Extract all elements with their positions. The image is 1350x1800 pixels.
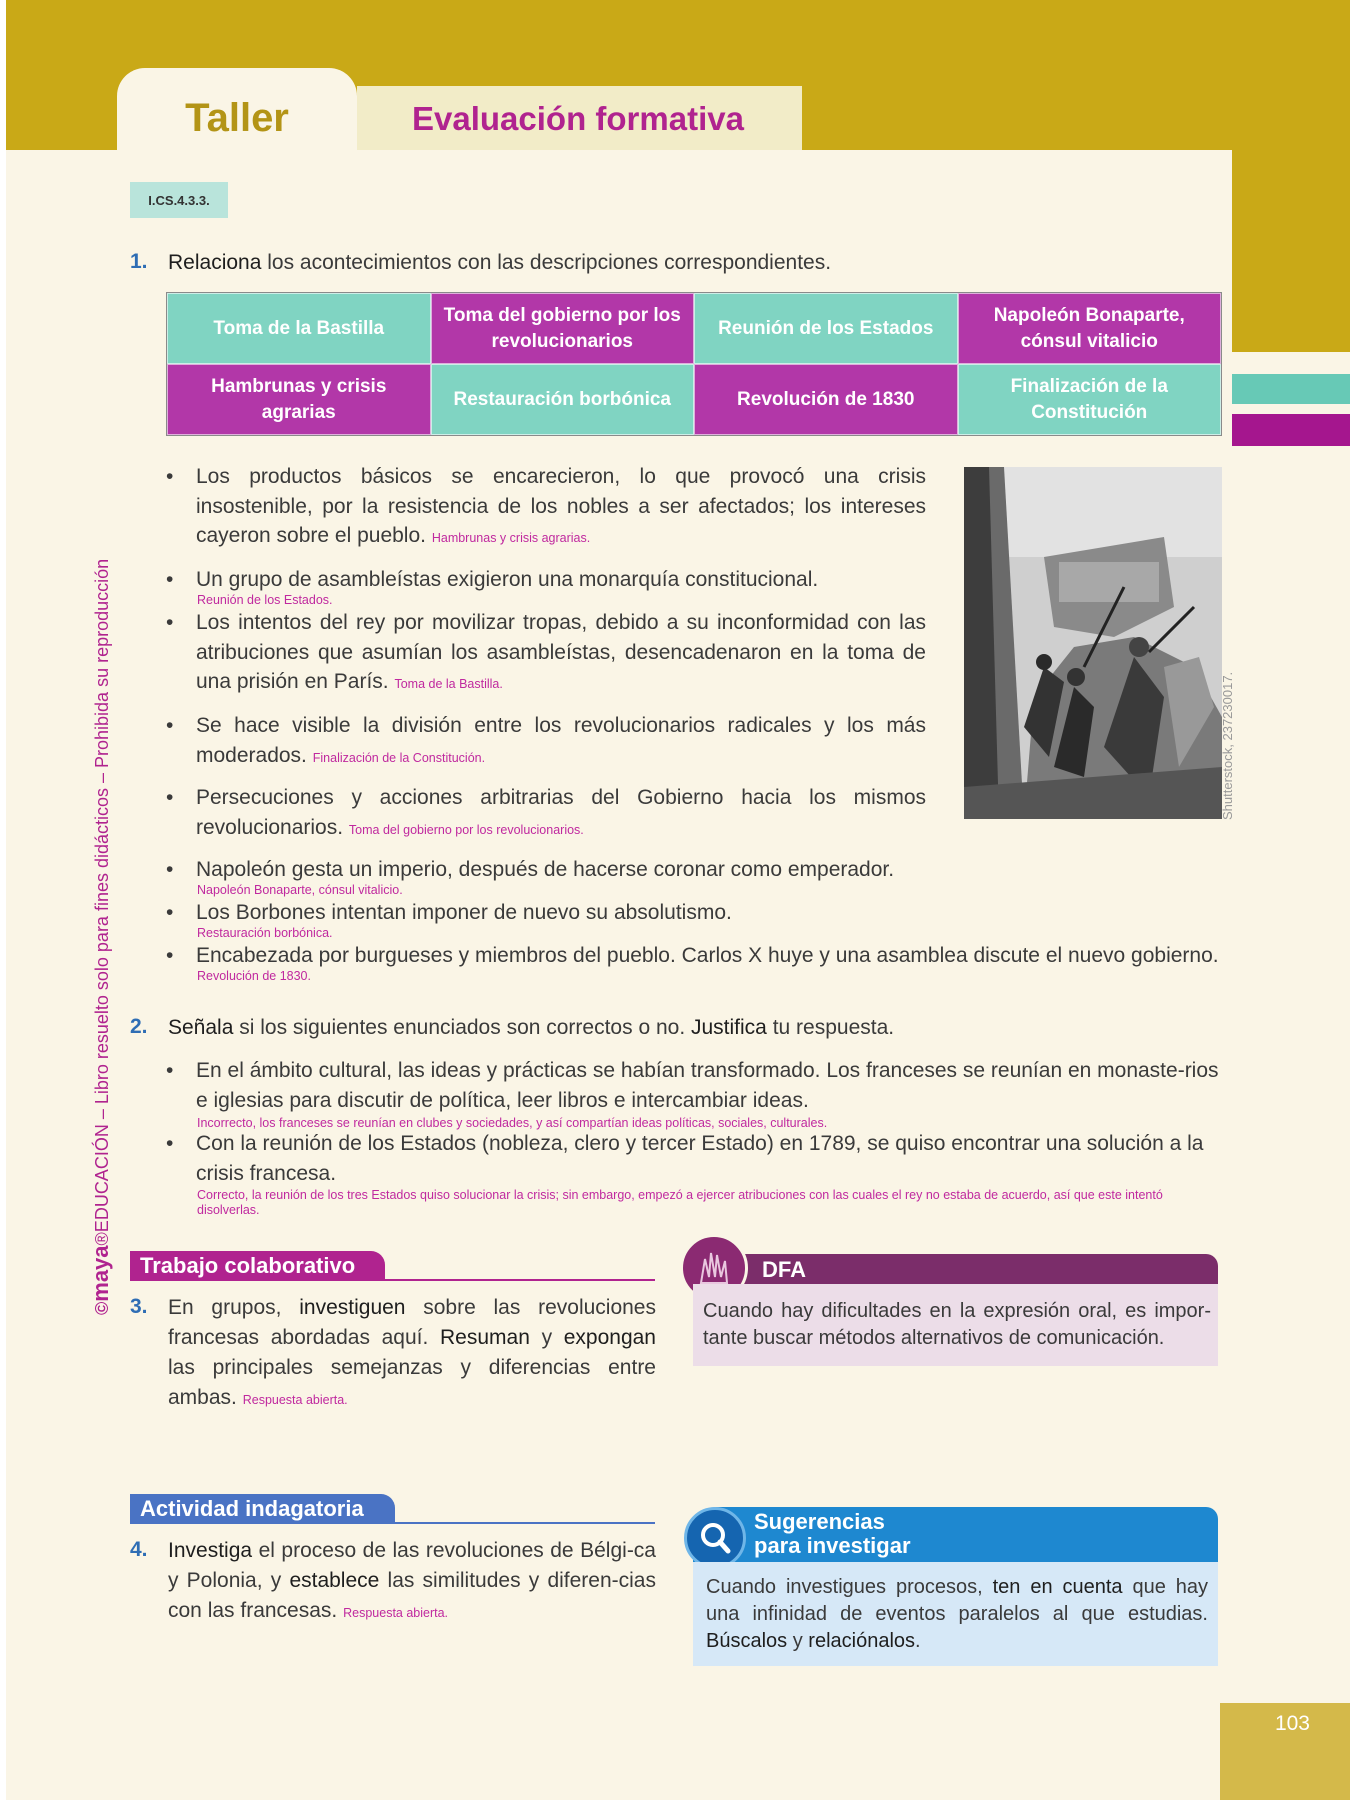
indicator-code-badge: I.CS.4.3.3. — [130, 182, 228, 218]
answer-text: Napoleón Bonaparte, cónsul vitalicio. — [197, 883, 403, 897]
list-item: • Se hace visible la división entre los revolucionarios radicales y los más moderados. Finalización de la Constitución. — [166, 714, 926, 767]
question-number: 4. — [130, 1538, 148, 1561]
question-3-prompt: En grupos, investiguen sobre las revoluciones francesas abordadas aquí. Resuman y expongan las principales semejanzas y diferencias entre ambas. Respuesta abierta. — [168, 1296, 656, 1409]
dfa-title: DFA — [762, 1257, 806, 1282]
answer-text: Incorrecto, los franceses se reunían en clubes y sociedades, y así compartían ideas políticas, sociales, culturales. — [197, 1116, 828, 1130]
answer-text: Reunión de los Estados. — [197, 593, 333, 607]
answer-text: Revolución de 1830. — [197, 969, 311, 983]
page-number: 103 — [1274, 1712, 1310, 1735]
events-grid — [166, 292, 1222, 436]
question-1-prompt: Relaciona los acontecimientos con las descripciones correspondientes. — [168, 251, 832, 274]
tab-taller: Taller — [117, 68, 357, 150]
list-item: • Napoleón gesta un imperio, después de hacerse coronar como emperador. — [166, 858, 895, 881]
grid-cell: Toma del gobierno por los revolucionarios — [431, 293, 695, 364]
list-item: • Persecuciones y acciones arbitrarias del Gobierno hacia los mismos revolucionarios. Toma del gobierno por los revolucionarios. — [166, 786, 926, 839]
question-number: 3. — [130, 1295, 148, 1318]
dfa-text: Cuando hay dificultades en la expresión oral, es impor-tante buscar métodos alternativos de comunicación. — [703, 1300, 1211, 1349]
tab-evaluacion: Evaluación formativa — [357, 86, 802, 150]
list-item: • Los Borbones intentan imponer de nuevo su absolutismo. — [166, 901, 732, 924]
grid-cell: Reunión de los Estados — [694, 293, 958, 364]
right-band — [1232, 150, 1350, 352]
answer-text: Correcto, la reunión de los tres Estados quiso solucionar la crisis; sin embargo, empezó a ejercer atribuciones con las cuales el rey no estaba de acuerdo, así que este intentó disolverlas. — [197, 1188, 1163, 1217]
teal-side-tab — [1232, 374, 1350, 404]
list-item: • Un grupo de asambleístas exigieron una monarquía constitucional. — [166, 568, 819, 591]
copyright-sidebar: ©maya®EDUCACIÓN – Libro resuelto solo para fines didácticos – Prohibida su reproducción — [88, 558, 113, 1315]
question-4-prompt: Investiga el proceso de las revoluciones de Bélgi-ca y Polonia, y establece las similitudes y diferen-cias con las francesas. Respuesta abierta. — [168, 1539, 656, 1622]
grid-cell: Hambrunas y crisis agrarias — [167, 364, 431, 435]
grid-cell: Finalización de la Constitución — [958, 364, 1222, 435]
list-item: • Con la reunión de los Estados (nobleza, clero y tercer Estado) en 1789, se quiso encontrar una solución a la crisis francesa. — [166, 1132, 1204, 1185]
indagatoria-heading: Actividad indagatoria — [130, 1494, 395, 1524]
question-number: 2. — [130, 1015, 148, 1038]
page-edge — [0, 0, 6, 1800]
answer-text: Restauración borbónica. — [197, 926, 333, 940]
magnifier-icon — [684, 1507, 746, 1569]
question-2-prompt: Señala si los siguientes enunciados son correctos o no. Justifica tu respuesta. — [168, 1016, 895, 1039]
collab-heading: Trabajo colaborativo — [130, 1251, 385, 1281]
storming-bastille-engraving — [964, 467, 1222, 819]
list-item: • En el ámbito cultural, las ideas y prácticas se habían transformado. Los franceses se reunían en monaste-rios e iglesias para discutir de política, leer libros e intercambiar ideas. — [166, 1059, 1219, 1112]
grid-cell: Restauración borbónica — [431, 364, 695, 435]
sugerencias-title: Sugerencias para investigar — [754, 1509, 911, 1558]
list-item: • Encabezada por burgueses y miembros del pueblo. Carlos X huye y una asamblea discute el nuevo gobierno. — [166, 944, 1219, 967]
grid-cell: Revolución de 1830 — [694, 364, 958, 435]
magenta-side-tab — [1232, 414, 1350, 446]
list-item: • Los productos básicos se encarecieron, lo que provocó una crisis insostenible, por la resistencia de los nobles a ser afectados; los intereses cayeron sobre el pueblo. Hambrunas y crisis agrarias. — [166, 465, 926, 547]
grid-cell: Napoleón Bonaparte, cónsul vitalicio — [958, 293, 1222, 364]
question-number: 1. — [130, 250, 148, 273]
sugerencias-text: Cuando investigues procesos, ten en cuenta que hay una infinidad de eventos paralelos al que estudias. Búscalos y relaciónalos. — [706, 1576, 1208, 1652]
list-item: • Los intentos del rey por movilizar tropas, debido a su inconformidad con las atribuciones que asumían los asambleístas, desencadenaron en la toma de una prisión en París. Toma de la Bastilla. — [166, 611, 926, 693]
grid-cell: Toma de la Bastilla — [167, 293, 431, 364]
photo-credit: Shutterstock, 237230017. — [1220, 671, 1235, 820]
indagatoria-rule — [385, 1522, 655, 1524]
collab-rule — [375, 1279, 655, 1281]
